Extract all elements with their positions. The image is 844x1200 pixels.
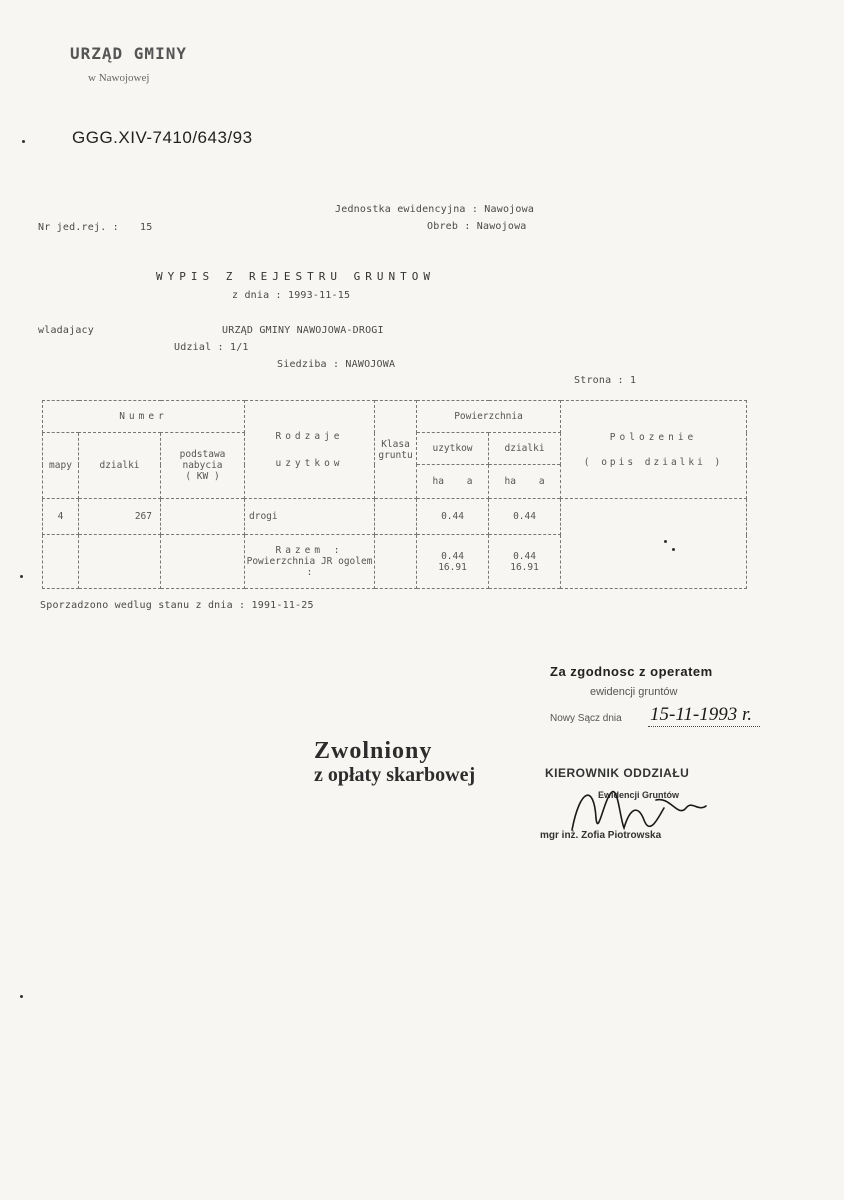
header-podstawa — [161, 433, 245, 499]
obreb-line: Obreb : Nawojowa — [427, 221, 527, 232]
owner-name: URZĄD GMINY NAWOJOWA-DROGI — [222, 325, 384, 336]
jr-uzytkow: 16.91 — [438, 561, 467, 573]
cell-rodzaj: drogi — [245, 499, 375, 535]
header-podstawa-2: nabycia — [182, 460, 223, 471]
totals-dzialki — [489, 535, 561, 589]
head-stamp-3: mgr inż. Zofia Piotrowska — [540, 830, 662, 841]
exemption-stamp-2: z opłaty skarbowej — [314, 764, 476, 786]
owner-share: Udzial : 1/1 — [174, 342, 249, 353]
header-mapy: mapy — [43, 433, 79, 499]
scan-speck — [22, 140, 25, 143]
header-klasa-1: Klasa — [381, 438, 410, 450]
header-rodzaje — [245, 401, 375, 499]
head-stamp-1: KIEROWNIK ODDZIAŁU — [545, 766, 690, 780]
totals-labels — [245, 535, 375, 589]
razem-label: Razem : — [275, 545, 344, 556]
header-polozenie-1: Polozenie — [609, 431, 698, 443]
cell-polozenie — [561, 499, 747, 589]
cell-pow-uzytkow: 0.44 — [417, 499, 489, 535]
cell-dzialki: 267 — [79, 499, 161, 535]
header-numer: Numer — [43, 401, 245, 433]
office-stamp: URZĄD GMINY — [70, 44, 187, 63]
date-underline — [648, 726, 760, 727]
cell-podstawa — [161, 499, 245, 535]
jr-dzialki: 16.91 — [510, 561, 539, 573]
header-klasa — [375, 401, 417, 499]
header-ha-a-dzialki: ha a — [489, 465, 561, 499]
office-stamp-place: w Nawojowej — [88, 72, 150, 84]
page-number: Strona : 1 — [574, 375, 637, 386]
header-dzialki: dzialki — [79, 433, 161, 499]
nr-label: Nr jed.rej. : — [38, 222, 119, 233]
reference-number: GGG.XIV-7410/643/93 — [72, 128, 253, 147]
document-title: WYPIS Z REJESTRU GRUNTOW — [156, 270, 435, 283]
header-rodzaje-2: uzytkow — [275, 457, 344, 469]
header-polozenie — [561, 401, 747, 499]
scan-speck — [20, 995, 23, 998]
header-podstawa-1: podstawa — [179, 449, 226, 460]
footer-line: Sporzadzono wedlug stanu z dnia : 1991-11-25 — [40, 600, 314, 611]
header-uzytkow: uzytkow — [417, 433, 489, 465]
unit-line: Jednostka ewidencyjna : Nawojowa — [335, 204, 535, 215]
head-stamp-2: Ewidencji Gruntów — [598, 790, 680, 800]
header-polozenie-2: ( opis dzialki ) — [583, 456, 724, 468]
header-dzialki-pow: dzialki — [489, 433, 561, 465]
header-powierzchnia: Powierzchnia — [417, 401, 561, 433]
register-table — [42, 400, 747, 589]
razem-uzytkow: 0.44 — [441, 550, 464, 562]
signature — [560, 778, 720, 848]
cell-klasa — [375, 499, 417, 535]
owner-label: wladajacy — [38, 325, 94, 336]
razem-dzialki: 0.44 — [513, 550, 536, 562]
cert-line-3: Nowy Sącz dnia — [550, 713, 622, 724]
header-klasa-2: gruntu — [378, 449, 413, 461]
scan-speck — [672, 548, 675, 551]
header-ha-a-uzytkow: ha a — [417, 465, 489, 499]
scan-speck — [20, 575, 23, 578]
jr-label: Powierzchnia JR ogolem : — [246, 556, 373, 578]
cert-line-1: Za zgodnosc z operatem — [550, 664, 713, 679]
header-podstawa-3: ( KW ) — [185, 471, 220, 482]
scan-speck — [664, 540, 667, 543]
owner-seat: Siedziba : NAWOJOWA — [277, 359, 396, 370]
header-rodzaje-1: Rodzaje — [275, 430, 344, 442]
cell-pow-dzialki: 0.44 — [489, 499, 561, 535]
handwritten-date: 15-11-1993 r. — [650, 704, 753, 725]
exemption-stamp-1: Zwolniony — [314, 738, 433, 764]
nr-value: 15 — [140, 222, 153, 233]
document-date: z dnia : 1993-11-15 — [232, 290, 351, 301]
totals-uzytkow — [417, 535, 489, 589]
cert-line-2: ewidencji gruntów — [590, 686, 678, 698]
cell-mapy: 4 — [43, 499, 79, 535]
table-row — [43, 499, 747, 535]
